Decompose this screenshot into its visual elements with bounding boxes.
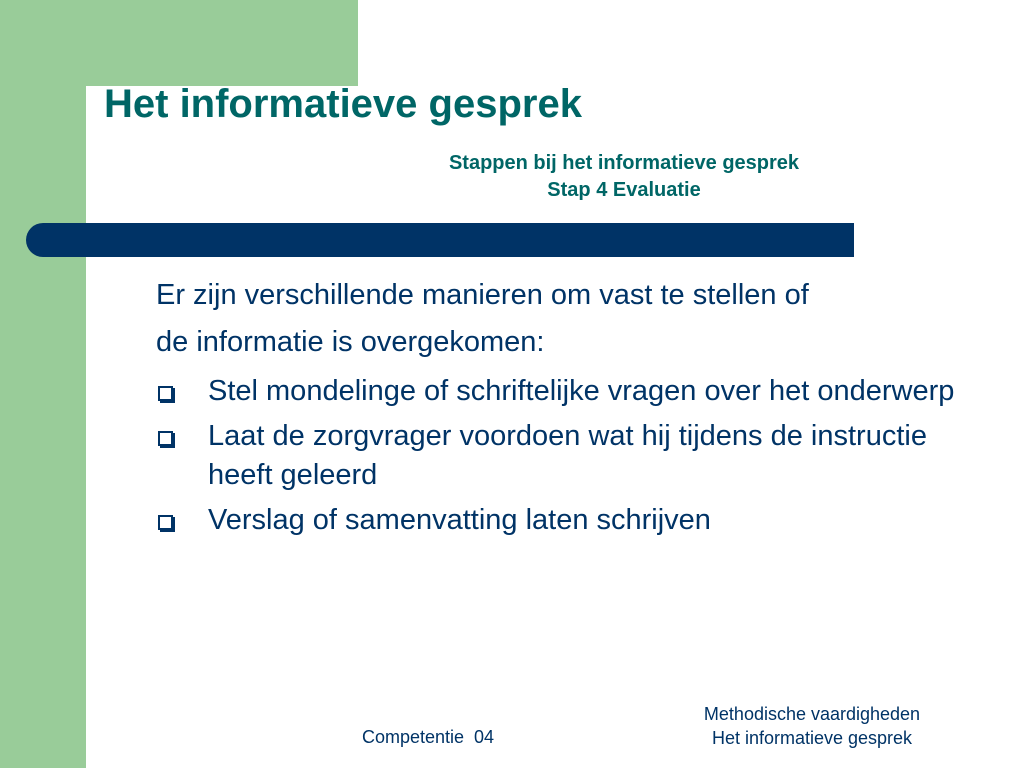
footer-line: Het informatieve gesprek [711,728,913,748]
bullet-item [156,501,956,540]
bullet-item [156,372,956,411]
slide-title: Het informatieve gesprek [104,82,582,126]
title-divider-bar [26,223,854,257]
green-top-block [0,0,358,86]
bullet-text: Laat de zorgvrager voordoen wat hij tijdens de instructie heeft geleerd [208,420,927,491]
intro-text [156,272,956,366]
green-side-strip [0,0,86,768]
bullet-text: Stel mondelinge of schriftelijke vragen over het onderwerp [208,375,955,407]
bullet-text: Verslag of samenvatting laten schrijven [208,504,711,536]
checkbox-bullet-icon [158,515,173,530]
slide-body [156,272,956,540]
footer-competentie: Competentie 04 [361,727,495,747]
subtitle-line: Stap 4 Evaluatie [547,179,701,201]
subtitle-line: Stappen bij het informatieve gesprek [448,152,800,174]
footer-course-info [660,702,964,750]
slide-subtitle [380,150,868,204]
footer-line: Methodische vaardigheden [703,704,921,724]
checkbox-bullet-icon [158,386,173,401]
checkbox-bullet-icon [158,431,173,446]
intro-line: de informatie is overgekomen: [156,326,545,358]
bullet-list [156,372,956,540]
intro-line: Er zijn verschillende manieren om vast te stellen of [156,279,809,311]
bullet-item [156,417,956,495]
